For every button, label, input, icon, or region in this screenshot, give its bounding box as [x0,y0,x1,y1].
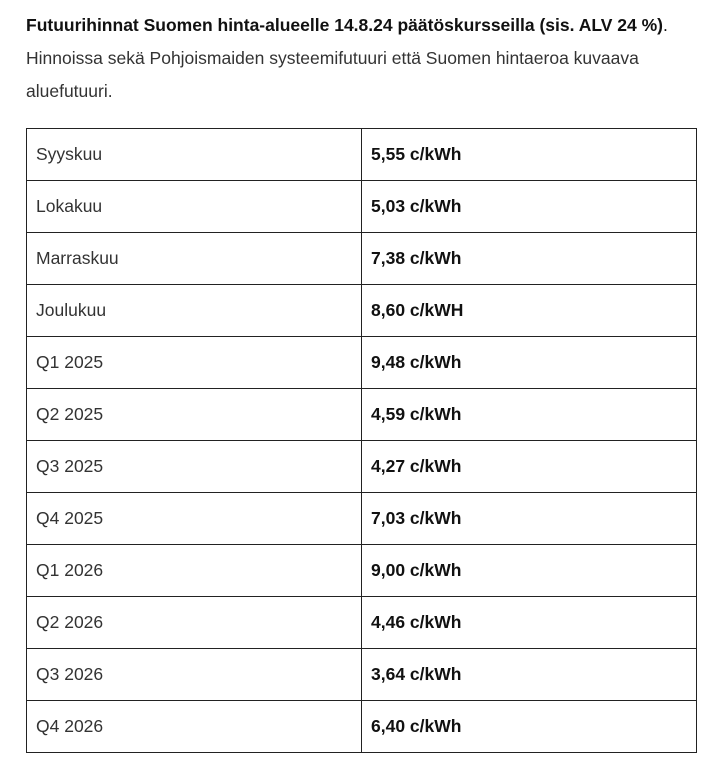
period-cell: Q1 2026 [27,545,362,597]
table-row [27,597,697,649]
price-table [26,128,697,753]
price-cell: 5,03 c/kWh [362,181,697,233]
price-cell: 6,40 c/kWh [362,701,697,753]
article-heading [26,12,696,38]
period-cell: Q3 2026 [27,649,362,701]
period-cell: Lokakuu [27,181,362,233]
article-intro: Hinnoissa sekä Pohjoismaiden systeemifutuuri että Suomen hintaeroa kuvaava aluefutuuri. [26,48,639,101]
table-row [27,493,697,545]
price-cell: 5,55 c/kWh [362,129,697,181]
heading-suffix: . [662,15,668,35]
table-row [27,129,697,181]
price-cell: 4,27 c/kWh [362,441,697,493]
heading-text: Futuurihinnat Suomen hinta-alueelle 14.8.24 päätöskursseilla (sis. ALV 24 %) [26,15,663,35]
price-cell: 7,03 c/kWh [362,493,697,545]
price-cell: 9,00 c/kWh [362,545,697,597]
table-row [27,181,697,233]
period-cell: Q2 2026 [27,597,362,649]
table-row [27,701,697,753]
period-cell: Q2 2025 [27,389,362,441]
period-cell: Q4 2026 [27,701,362,753]
price-cell: 7,38 c/kWh [362,233,697,285]
table-row [27,285,697,337]
price-cell: 9,48 c/kWh [362,337,697,389]
price-cell: 4,59 c/kWh [362,389,697,441]
price-cell: 4,46 c/kWh [362,597,697,649]
price-cell: 8,60 c/kWH [362,285,697,337]
table-row [27,389,697,441]
article-content [26,12,696,108]
table-row [27,441,697,493]
table-row [27,545,697,597]
period-cell: Marraskuu [27,233,362,285]
price-cell: 3,64 c/kWh [362,649,697,701]
table-row [27,649,697,701]
table-row [27,233,697,285]
period-cell: Q4 2025 [27,493,362,545]
period-cell: Q1 2025 [27,337,362,389]
period-cell: Q3 2025 [27,441,362,493]
period-cell: Joulukuu [27,285,362,337]
period-cell: Syyskuu [27,129,362,181]
table-row [27,337,697,389]
